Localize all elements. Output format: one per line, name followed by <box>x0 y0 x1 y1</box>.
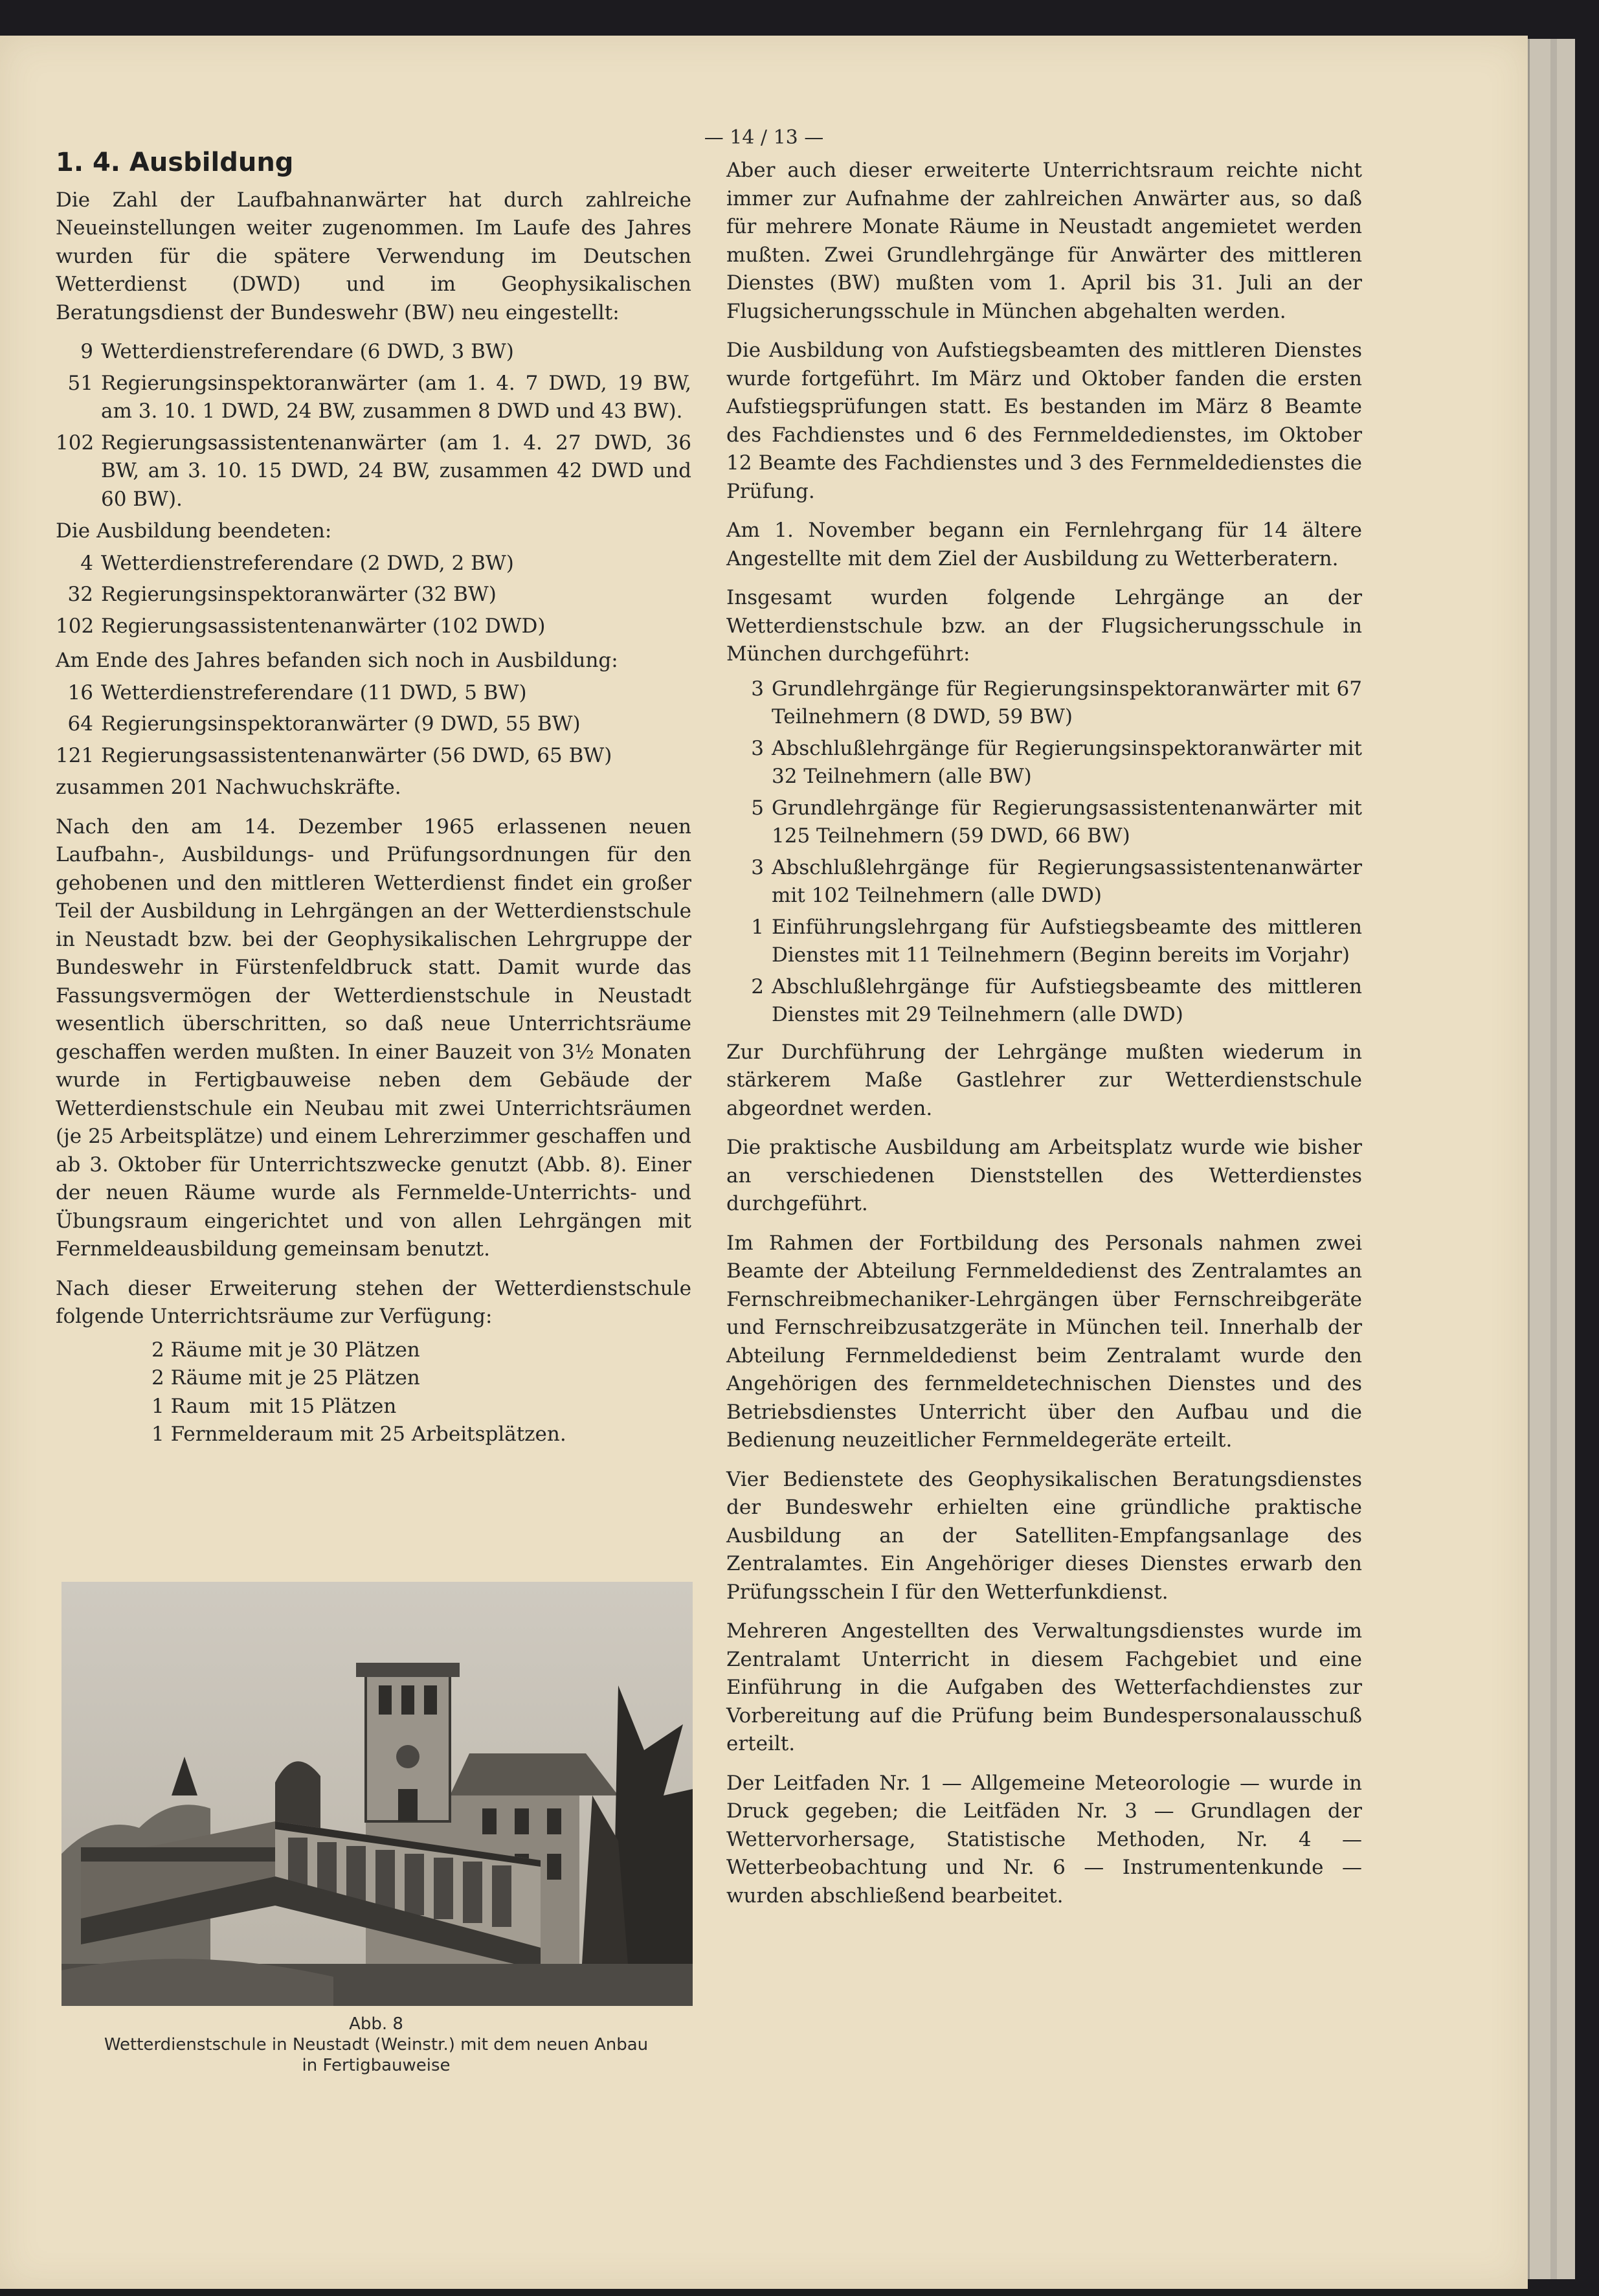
list-item <box>726 914 1362 970</box>
paragraph: Die Ausbildung beendeten: <box>56 519 332 543</box>
item-text: Regierungsinspektoranwärter (32 BW) <box>101 583 497 606</box>
list-item <box>726 794 1362 851</box>
in-training-list <box>56 679 691 771</box>
paragraph: Die Zahl der Laufbahnanwärter hat durch zahlreiche Neueinstellungen weiter zugenommen. Im Laufe des Jahres wurden für die spätere Verwendung im Deutschen Wetterdienst (DWD) und im Geophysikalischen Beratungsdienst der Bundeswehr (BW) neu eingestellt: <box>56 188 691 324</box>
paragraph: Die praktische Ausbildung am Arbeitsplatz wurde wie bisher an verschiedenen Dienststellen des Wetterdienstes durchgeführt. <box>726 1136 1362 1215</box>
item-text: Abschlußlehrgänge für Regierungsinspektoranwärter mit 32 Teilnehmern (alle BW) <box>772 736 1362 788</box>
list-item <box>726 854 1362 910</box>
item-count: 5 <box>751 796 764 820</box>
item-count: 102 <box>56 614 95 638</box>
paragraph: Mehreren Angestellten des Verwaltungsdienstes wurde im Zentralamt Unterricht in diesem Fachgebiet und eine Einführung in die Aufgaben des Wetterfachdienstes zur Vorbereitung auf die Prüfung beim Bundespersonalausschuß erteilt. <box>726 1619 1362 1755</box>
caption-title: Abb. 8 <box>349 2014 403 2034</box>
item-count: 1 <box>751 915 764 939</box>
item-count: 64 <box>67 712 93 736</box>
item-text: Einführungslehrgang für Aufstiegsbeamte des mittleren Dienstes mit 11 Teilnehmern (Beginn bereits im Vorjahr) <box>772 915 1362 967</box>
list-item <box>56 370 691 426</box>
rooms-list <box>151 1336 691 1449</box>
list-item <box>56 550 691 578</box>
item-text: Grundlehrgänge für Regierungsinspektoranwärter mit 67 Teilnehmern (8 DWD, 59 BW) <box>772 677 1362 728</box>
paragraph: Vier Bedienstete des Geophysikalischen Beratungsdienstes der Bundeswehr erhielten eine gründliche praktische Ausbildung an der Satelliten-Empfangsanlage des Zentralamtes. Ein Angehöriger dieses Dienstes erwarb den Prüfungsschein I für den Wetterfunkdienst. <box>726 1467 1362 1604</box>
item-text: Regierungsinspektoranwärter (9 DWD, 55 BW) <box>101 712 581 736</box>
paragraph: Nach den am 14. Dezember 1965 erlassenen neuen Laufbahn-, Ausbildungs- und Prüfungsordnungen für den gehobenen und den mittleren Wetterdienst findet ein großer Teil der Ausbildung in Lehrgängen an der Wetterdienstschule in Neustadt bzw. bei der Geophysikalischen Lehrgruppe der Bundeswehr in Fürstenfeldbruck statt. Damit wurde das Fassungsvermögen der Wetterdienstschule in Neustadt wesentlich überschritten, so daß neue Unterrichtsräume geschaffen werden mußten. In einer Bauzeit von 3½ Monaten wurde in Fertigbauweise neben dem Gebäude der Wetterdienstschule ein Neubau mit zwei Unterrichtsräumen (je 25 Arbeitsplätze) und einem Lehrerzimmer geschaffen und ab 3. Oktober für Unterrichtszwecke genutzt (Abb. 8). Einer der neuen Räume wurde als Fernmelde-Unterrichts- und Übungsraum eingerichtet und von allen Lehrgängen mit Fernmeldeausbildung gemeinsam benutzt. <box>56 815 691 1261</box>
room-item: 2 Räume mit je 30 Plätzen <box>151 1338 420 1362</box>
page-number-header: — 14 / 13 — <box>704 126 824 149</box>
caption-line: Wetterdienstschule in Neustadt (Weinstr.) mit dem neuen Anbau <box>104 2035 649 2054</box>
paragraph: Zur Durchführung der Lehrgänge mußten wiederum in stärkerem Maße Gastlehrer zur Wetterdienstschule abgeordnet werden. <box>726 1040 1362 1120</box>
list-item <box>56 338 691 366</box>
paragraph: Im Rahmen der Fortbildung des Personals nahmen zwei Beamte der Abteilung Fernmeldedienst des Zentralamtes an Fernschreibmechaniker-Lehrgängen über Fernschreibgeräte und Fernschreibzusatzgeräte in München teil. Innerhalb der Abteilung Fernmeldedienst beim Zentralamt wurde den Angehörigen des fernmeldetechnischen Dienstes und des Betriebsdienstes Unterricht über den Aufbau und die Bedienung neuzeitlicher Fernmeldegeräte erteilt. <box>726 1231 1362 1452</box>
item-count: 32 <box>67 583 93 606</box>
finished-list <box>56 550 691 641</box>
item-text: Regierungsassistentenanwärter (56 DWD, 65 BW) <box>101 743 612 767</box>
item-text: Wetterdienstreferendare (11 DWD, 5 BW) <box>101 681 527 704</box>
item-text: Regierungsassistentenanwärter (am 1. 4. 27 DWD, 36 BW, am 3. 10. 15 DWD, 24 BW, zusammen 42 DWD und 60 BW). <box>101 431 691 511</box>
paragraph: Der Leitfaden Nr. 1 — Allgemeine Meteorologie — wurde in Druck gegeben; die Leitfäden Nr. 3 — Grundlagen der Wettervorhersage, Statistische Methoden, Nr. 4 — Wetterbeobachtung und Nr. 6 — Instrumentenkunde — wurden abschließend bearbeitet. <box>726 1771 1362 1908</box>
paragraph: Die Ausbildung von Aufstiegsbeamten des mittleren Dienstes wurde fortgeführt. Im März und Oktober fanden die ersten Aufstiegsprüfungen statt. Es bestanden im März 8 Beamte des Fachdienstes und 6 des Fernmeldedienstes, im Oktober 12 Beamte des Fachdienstes und 3 des Fernmeldedienstes die Prüfung. <box>726 339 1362 503</box>
item-text: Abschlußlehrgänge für Regierungsassistentenanwärter mit 102 Teilnehmern (alle DWD) <box>772 855 1362 907</box>
page-edge-inner <box>1550 39 1557 2279</box>
item-text: Wetterdienstreferendare (6 DWD, 3 BW) <box>101 340 514 363</box>
list-item <box>56 613 691 641</box>
item-text: Regierungsassistentenanwärter (102 DWD) <box>101 614 546 638</box>
item-count: 3 <box>751 855 764 879</box>
list-item <box>56 742 691 771</box>
list-item <box>56 429 691 514</box>
list-item <box>726 675 1362 732</box>
caption-line: in Fertigbauweise <box>302 2056 451 2075</box>
paragraph: Nach dieser Erweiterung stehen der Wetterdienstschule folgende Unterrichtsräume zur Verfügung: <box>56 1276 691 1328</box>
item-count: 2 <box>751 974 764 998</box>
item-text: Grundlehrgänge für Regierungsassistentenanwärter mit 125 Teilnehmern (59 DWD, 66 BW) <box>772 796 1362 848</box>
courses-list <box>726 675 1362 1030</box>
right-column <box>726 157 1362 1921</box>
figure-caption <box>56 2014 697 2076</box>
item-text: Abschlußlehrgänge für Aufstiegsbeamte des mittleren Dienstes mit 29 Teilnehmern (alle DWD) <box>772 974 1362 1026</box>
building-photo <box>62 1582 693 2006</box>
room-item: 1 Fernmelderaum mit 25 Arbeitsplätzen. <box>151 1423 566 1446</box>
list-item <box>726 973 1362 1030</box>
paragraph: Am 1. November begann ein Fernlehrgang für 14 ältere Angestellte mit dem Ziel der Ausbildung zu Wetterberatern. <box>726 519 1362 570</box>
new-hires-list <box>56 338 691 513</box>
paragraph: Insgesamt wurden folgende Lehrgänge an der Wetterdienstschule bzw. an der Flugsicherungsschule in München durchgeführt: <box>726 586 1362 666</box>
item-text: Regierungsinspektoranwärter (am 1. 4. 7 DWD, 19 BW, am 3. 10. 1 DWD, 24 BW, zusammen 8 DWD und 43 BW). <box>101 371 691 423</box>
item-count: 4 <box>80 551 93 575</box>
list-item <box>56 581 691 609</box>
section-title: 1. 4. Ausbildung <box>56 148 294 177</box>
paragraph: zusammen 201 Nachwuchskräfte. <box>56 776 401 799</box>
item-count: 3 <box>751 736 764 760</box>
item-count: 121 <box>56 743 95 767</box>
left-column <box>56 149 691 1449</box>
item-count: 3 <box>751 677 764 701</box>
paragraph: Aber auch dieser erweiterte Unterrichtsraum reichte nicht immer zur Aufnahme der zahlreichen Anwärter aus, so daß für mehrere Monate Räume in Neustadt angemietet werden mußten. Zwei Grundlehrgänge für Anwärter des mittleren Dienstes (BW) mußten vom 1. April bis 31. Juli an der Flugsicherungsschule in München abgehalten werden. <box>726 159 1362 323</box>
room-item: 1 Raum mit 15 Plätzen <box>151 1394 397 1418</box>
item-count: 51 <box>67 371 93 395</box>
room-item: 2 Räume mit je 25 Plätzen <box>151 1366 420 1390</box>
item-count: 102 <box>56 431 95 455</box>
list-item <box>56 710 691 739</box>
item-count: 16 <box>67 681 93 704</box>
list-item <box>726 735 1362 791</box>
paragraph: Am Ende des Jahres befanden sich noch in Ausbildung: <box>56 649 618 672</box>
item-count: 9 <box>80 340 93 363</box>
list-item <box>56 679 691 708</box>
item-text: Wetterdienstreferendare (2 DWD, 2 BW) <box>101 551 514 575</box>
